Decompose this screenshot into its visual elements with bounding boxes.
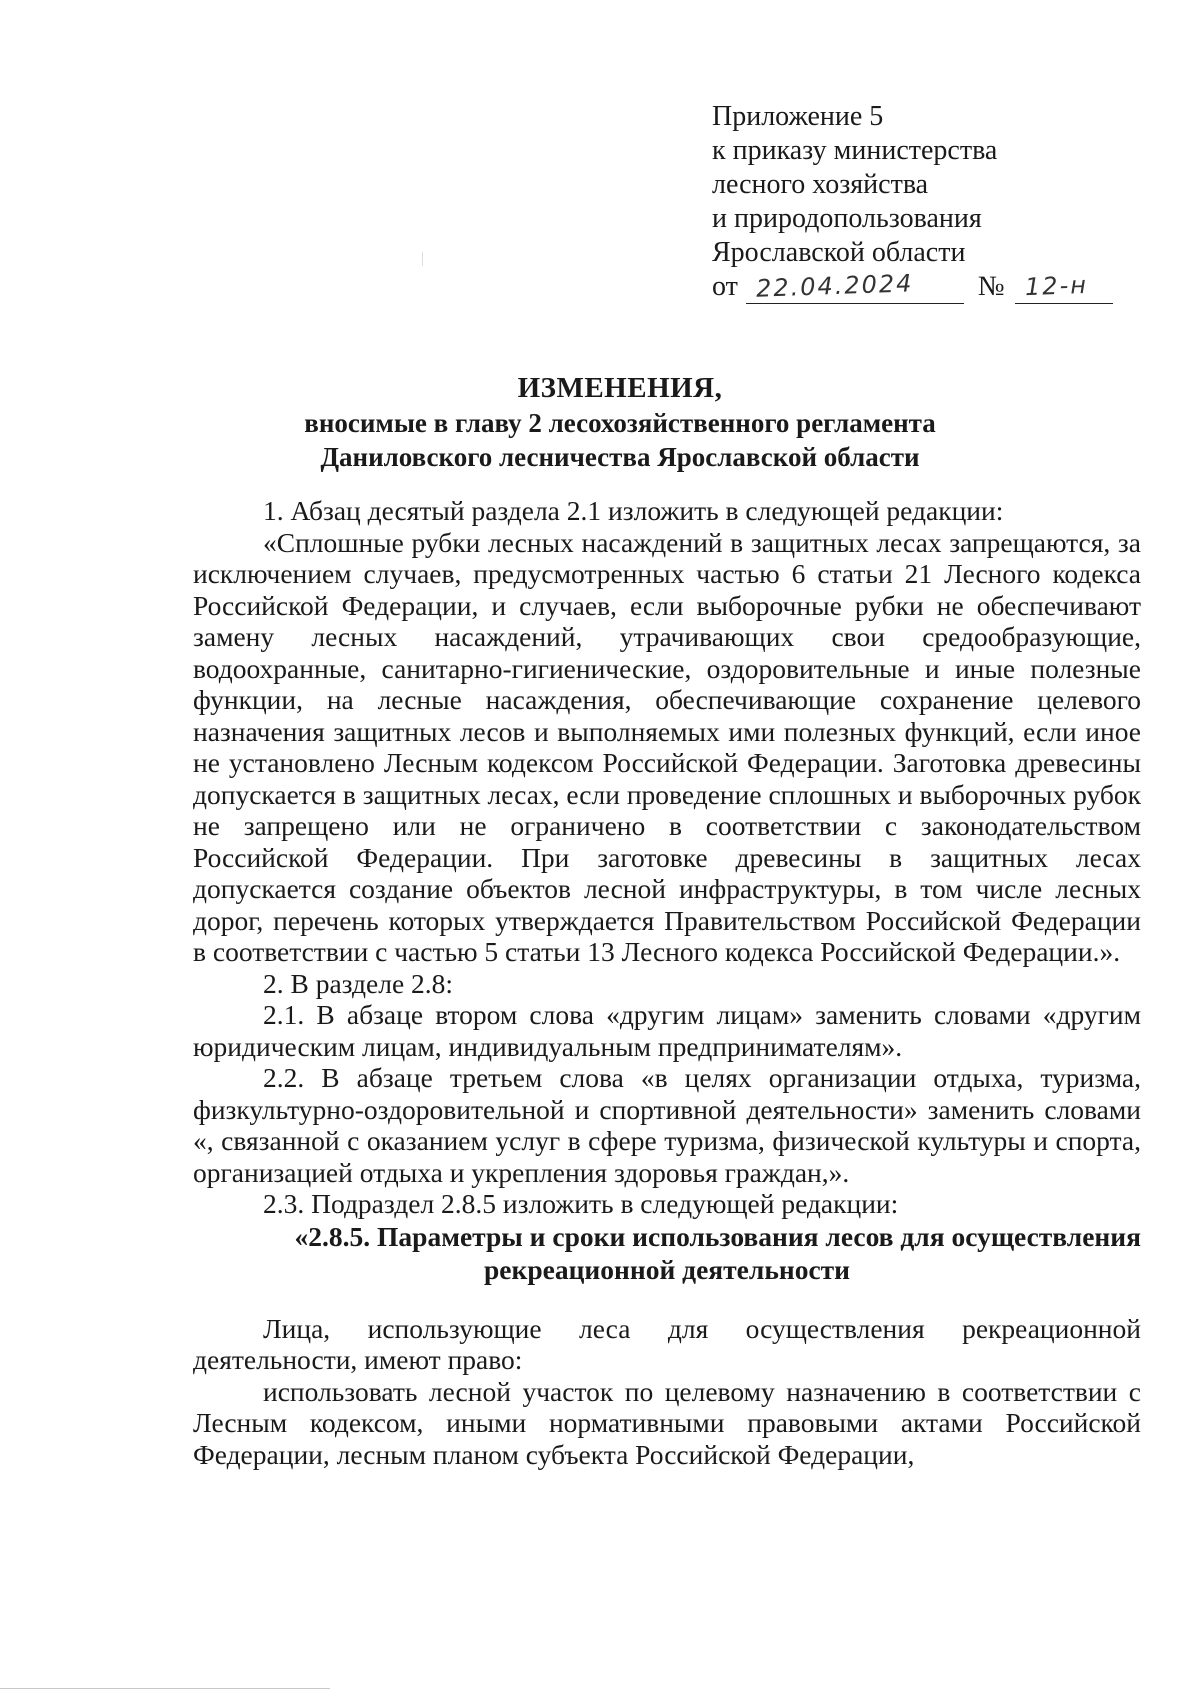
handwritten-date: 22.04.2024 <box>755 269 914 303</box>
scan-mark <box>422 252 423 266</box>
paragraph-8: использовать лесной участок по целевому назначению в соответствии с Лесным кодексом, иными нормативными правовыми актами Российской Федерации, лесным планом субъекта Российской Федерации, <box>193 1375 1141 1470</box>
number-field <box>1015 270 1113 304</box>
paragraph-7: Лица, использующие леса для осуществления рекреационной деятельности, имеют право: <box>193 1312 1141 1375</box>
subsection-heading-line-2: рекреационной деятельности <box>483 1253 851 1285</box>
number-sign: № <box>977 271 1005 302</box>
document-title <box>120 370 1120 474</box>
appendix-date-line <box>712 270 1132 304</box>
subsection-heading-line-1: «2.8.5. Параметры и сроки использования лесов для осуществления <box>294 1220 1141 1252</box>
paragraph-4: 2.1. В абзаце втором слова «другим лицам» заменить словами «другим юридическим лицам, индивидуальным предпринимателям». <box>193 999 1141 1062</box>
date-field <box>746 269 964 304</box>
subsection-heading <box>193 1220 1141 1286</box>
appendix-header <box>712 100 1132 304</box>
appendix-line-3: лесного хозяйства <box>712 169 929 200</box>
document-body <box>193 495 1141 1470</box>
appendix-line-1: Приложение 5 <box>712 101 884 132</box>
title-subtitle-1: вносимые в главу 2 лесохозяйственного регламента <box>304 408 936 438</box>
handwritten-number: 12-н <box>1024 270 1088 302</box>
footer-rule <box>0 1688 330 1689</box>
paragraph-5: 2.2. В абзаце третьем слова «в целях организации отдыха, туризма, физкультурно-оздоровительной и спортивной деятельности» заменить словами «, связанной с оказанием услуг в сфере туризма, физической культуры и спорта, организацией отдыха и укрепления здоровья граждан,». <box>193 1062 1141 1188</box>
paragraph-6: 2.3. Подраздел 2.8.5 изложить в следующей редакции: <box>263 1188 899 1219</box>
title-main: ИЗМЕНЕНИЯ, <box>517 372 723 404</box>
spacer <box>193 1286 1141 1313</box>
paragraph-2: «Сплошные рубки лесных насаждений в защитных лесах запрещаются, за исключением случаев, предусмотренных частью 6 статьи 21 Лесного кодекса Российской Федерации, и случаев, если выборочные рубки не обеспечивают замену лесных насаждений, утрачивающих свои средообразующие, водоохранные, санитарно-гигиенические, оздоровительные и иные полезные функции, на лесные насаждения, обеспечивающие сохранение целевого назначения защитных лесов и выполняемых ими полезных функций, если иное не установлено Лесным кодексом Российской Федерации. Заготовка древесины допускается в защитных лесах, если проведение сплошных и выборочных рубок не запрещено или не ограничено в соответствии с законодательством Российской Федерации. При заготовке древесины в защитных лесах допускается создание объектов лесной инфраструктуры, в том числе лесных дорог, перечень которых утверждается Правительством Российской Федерации в соответствии с частью 5 статьи 13 Лесного кодекса Российской Федерации.». <box>193 526 1141 967</box>
paragraph-3: 2. В разделе 2.8: <box>263 967 454 999</box>
appendix-line-2: к приказу министерства <box>712 135 998 166</box>
date-prefix: от <box>712 271 738 302</box>
title-subtitle-2: Даниловского лесничества Ярославской области <box>320 442 920 472</box>
paragraph-1: 1. Абзац десятый раздела 2.1 изложить в следующей редакции: <box>263 495 1004 526</box>
appendix-line-4: и природопользования <box>712 203 982 234</box>
appendix-line-5: Ярославской области <box>712 237 966 268</box>
